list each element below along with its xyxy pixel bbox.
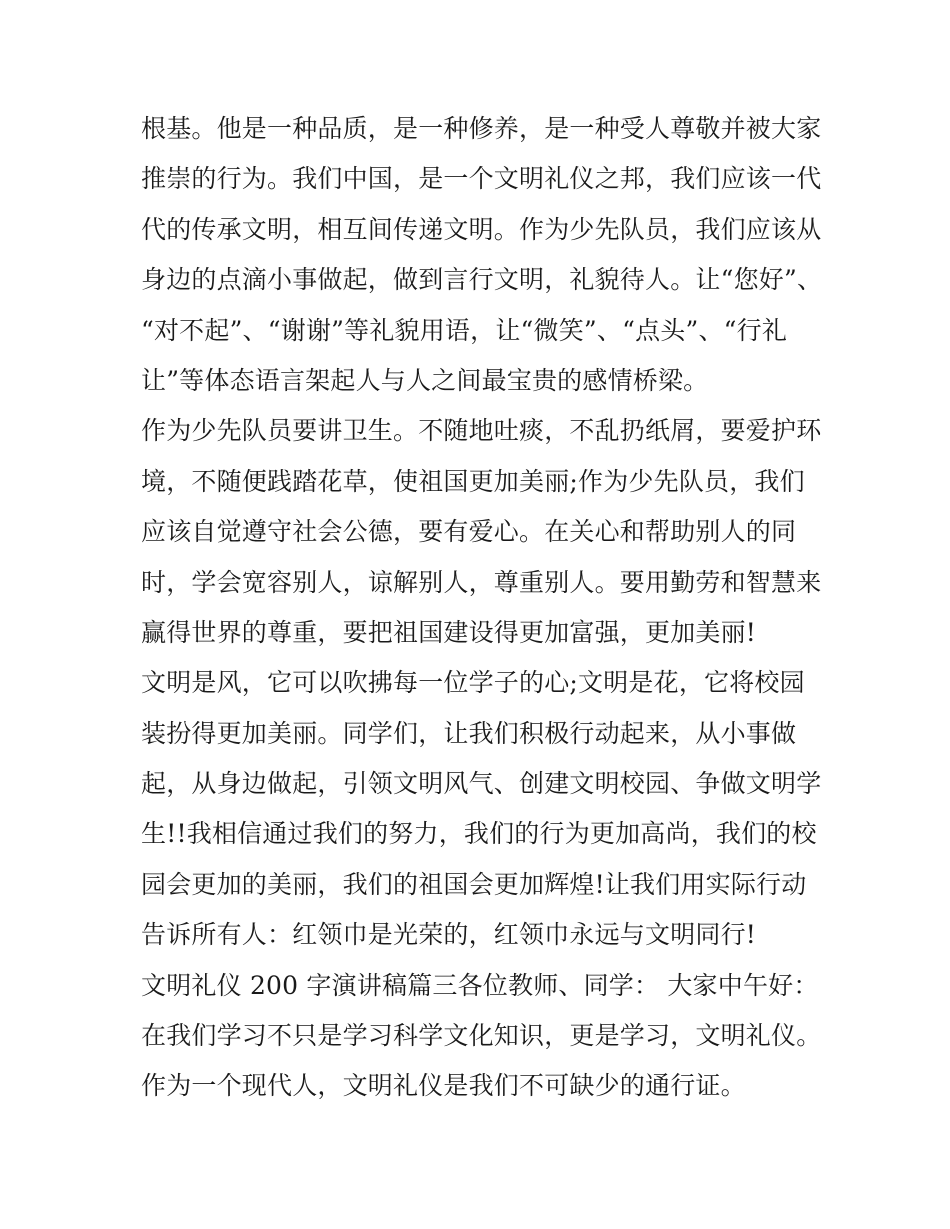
text-line: 境，不随便践踏花草，使祖国更加美丽;作为少先队员，我们 (141, 466, 805, 496)
text-line: 代的传承文明，相互间传递文明。作为少先队员，我们应该从 (141, 214, 822, 244)
text-line: 起，从身边做起，引领文明风气、创建文明校园、争做文明学 (141, 769, 822, 799)
text-line: 推崇的行为。我们中国，是一个文明礼仪之邦，我们应该一代 (141, 164, 822, 194)
text-line: 作为少先队员要讲卫生。不随地吐痰，不乱扔纸屑，要爱护环 (141, 416, 822, 446)
text-line: “对不起”、“谢谢”等礼貌用语，让“微笑”、“点头”、“行礼 (141, 315, 788, 345)
document-body (141, 104, 821, 1112)
text-line: 让”等体态语言架起人与人之间最宝贵的感情桥梁。 (141, 365, 709, 395)
text-line: 在我们学习不只是学习科学文化知识，更是学习，文明礼仪。 (141, 1021, 822, 1051)
text-line: 告诉所有人：红领巾是光荣的，红领巾永远与文明同行! (141, 920, 757, 950)
text-line: 园会更加的美丽，我们的祖国会更加辉煌!让我们用实际行动 (141, 869, 807, 899)
text-line: 作为一个现代人，文明礼仪是我们不可缺少的通行证。 (141, 1071, 746, 1101)
text-line: 应该自觉遵守社会公德，要有爱心。在关心和帮助别人的同 (141, 517, 797, 547)
text-line: 生!!我相信通过我们的努力，我们的行为更加高尚，我们的校 (141, 819, 817, 849)
text-line: 文明是风，它可以吹拂每一位学子的心;文明是花，它将校园 (141, 668, 805, 698)
text-line: 装扮得更加美丽。同学们，让我们积极行动起来，从小事做 (141, 718, 797, 748)
text-line: 文明礼仪 200 字演讲稿篇三各位教师、同学： 大家中午好： (141, 970, 819, 1000)
text-line: 时，学会宽容别人，谅解别人，尊重别人。要用勤劳和智慧来 (141, 567, 822, 597)
text-line: 身边的点滴小事做起，做到言行文明，礼貌待人。让“您好”、 (141, 265, 823, 295)
text-line: 根基。他是一种品质，是一种修养，是一种受人尊敬并被大家 (141, 114, 822, 143)
text-line: 赢得世界的尊重，要把祖国建设得更加富强，更加美丽! (141, 617, 757, 647)
